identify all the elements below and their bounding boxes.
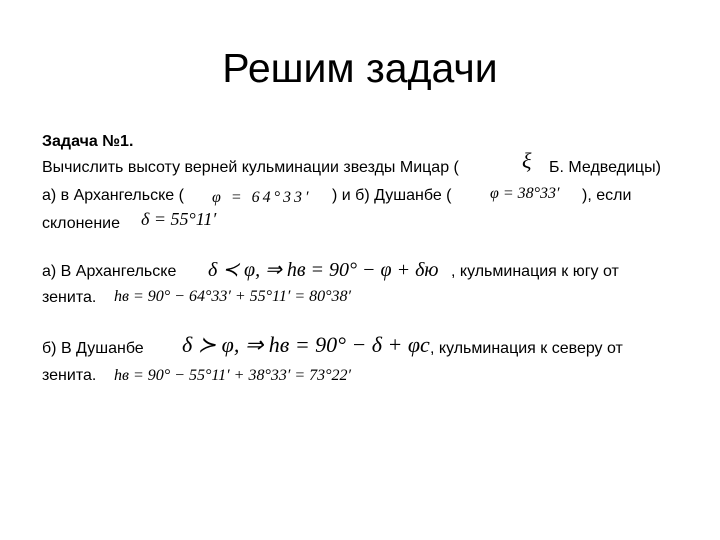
declination-formula: δ = 55°11′ <box>141 209 217 229</box>
part-a-label: а) В Архангельске <box>42 263 177 280</box>
slide-title: Решим задачи <box>222 45 498 91</box>
part-b-zenith: зенита. <box>42 367 97 384</box>
part-a-result-formula: hв = 90° − 64°33′ + 55°11′ = 80°38′ <box>114 288 352 305</box>
task-heading: Задача №1. <box>42 133 134 150</box>
star-symbol-xi: ξ <box>522 148 532 173</box>
problem-text-line3: склонение <box>42 215 120 232</box>
formula-text: φ = 64°33′ <box>212 189 312 206</box>
part-b-result-formula: hв = 90° − 55°11′ + 38°33′ = 73°22′ <box>114 367 352 384</box>
part-a-zenith: зенита. <box>42 289 97 306</box>
part-a-condition-formula: δ ≺ φ, ⇒ hв = 90° − φ + δю <box>208 259 439 281</box>
problem-text-line2c: ), если <box>582 187 632 204</box>
latitude-dushanbe-formula: φ = 38°33′ <box>490 185 560 202</box>
problem-text-line2a: а) в Архангельске ( <box>42 187 184 204</box>
part-b-condition-formula: δ ≻ φ, ⇒ hв = 90° − δ + φс <box>182 332 430 357</box>
part-b-label: б) В Душанбе <box>42 340 144 357</box>
problem-text-line1b: Б. Медведицы) <box>549 159 661 176</box>
part-b-text: , кульминация к северу от <box>430 340 623 357</box>
part-a-text: , кульминация к югу от <box>451 263 619 280</box>
problem-text-line1a: Вычислить высоту верней кульминации звезды Мицар ( <box>42 159 459 176</box>
problem-text-line2b: ) и б) Душанбе ( <box>332 187 452 204</box>
latitude-arkhangelsk-formula <box>212 188 312 208</box>
